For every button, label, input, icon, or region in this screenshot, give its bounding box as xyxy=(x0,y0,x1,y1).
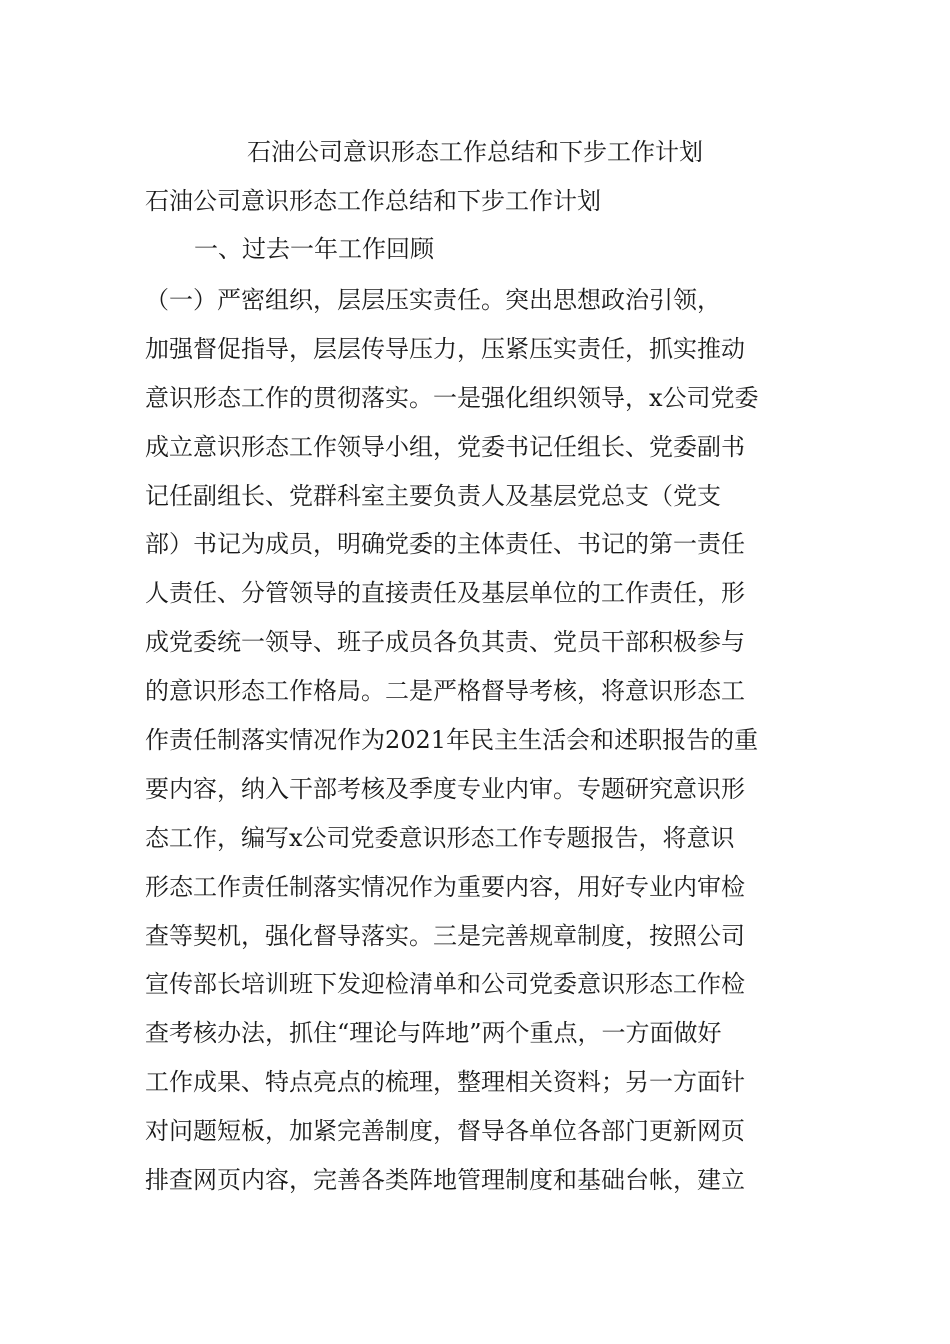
document-title: 石油公司意识形态工作总结和下步工作计划 xyxy=(247,138,703,166)
paragraph-line: 成立意识形态工作领导小组，党委书记任组长、党委副书 xyxy=(145,432,745,461)
paragraph-line: 工作成果、特点亮点的梳理，整理相关资料；另一方面针 xyxy=(145,1068,745,1097)
paragraph-line: 排查网页内容，完善各类阵地管理制度和基础台帐，建立 xyxy=(145,1166,745,1195)
paragraph-line: 成党委统一领导、班子成员各负其责、党员干部积极参与 xyxy=(145,628,745,657)
paragraph-line: 的意识形态工作格局。二是严格督导考核，将意识形态工 xyxy=(145,677,745,706)
paragraph-line: （一）严密组织，层层压实责任。突出思想政治引领， xyxy=(145,286,721,314)
paragraph-line: 对问题短板，加紧完善制度，督导各单位各部门更新网页 xyxy=(145,1117,745,1146)
section-heading: 一、过去一年工作回顾 xyxy=(194,235,434,263)
paragraph-line: 宣传部长培训班下发迎检清单和公司党委意识形态工作检 xyxy=(145,970,745,999)
paragraph-line: 意识形态工作的贯彻落实。一是强化组织领导，x公司党委 xyxy=(145,383,759,412)
document-subtitle: 石油公司意识形态工作总结和下步工作计划 xyxy=(145,187,601,215)
paragraph-line: 形态工作责任制落实情况作为重要内容，用好专业内审检 xyxy=(145,872,745,901)
paragraph-line: 部）书记为成员，明确党委的主体责任、书记的第一责任 xyxy=(145,530,745,559)
body-paragraph xyxy=(145,282,815,1211)
paragraph-line: 查考核办法，抓住“理论与阵地”两个重点，一方面做好 xyxy=(145,1019,722,1048)
paragraph-line: 态工作，编写x公司党委意识形态工作专题报告，将意识 xyxy=(145,823,735,852)
paragraph-line: 记任副组长、党群科室主要负责人及基层党总支（党支 xyxy=(145,481,721,510)
paragraph-line: 加强督促指导，层层传导压力，压紧压实责任，抓实推动 xyxy=(145,334,745,363)
paragraph-line: 要内容，纳入干部考核及季度专业内审。专题研究意识形 xyxy=(145,774,745,803)
paragraph-line: 人责任、分管领导的直接责任及基层单位的工作责任，形 xyxy=(145,579,745,608)
paragraph-line: 查等契机，强化督导落实。三是完善规章制度，按照公司 xyxy=(145,921,745,950)
paragraph-line: 作责任制落实情况作为2021年民主生活会和述职报告的重 xyxy=(145,726,759,755)
